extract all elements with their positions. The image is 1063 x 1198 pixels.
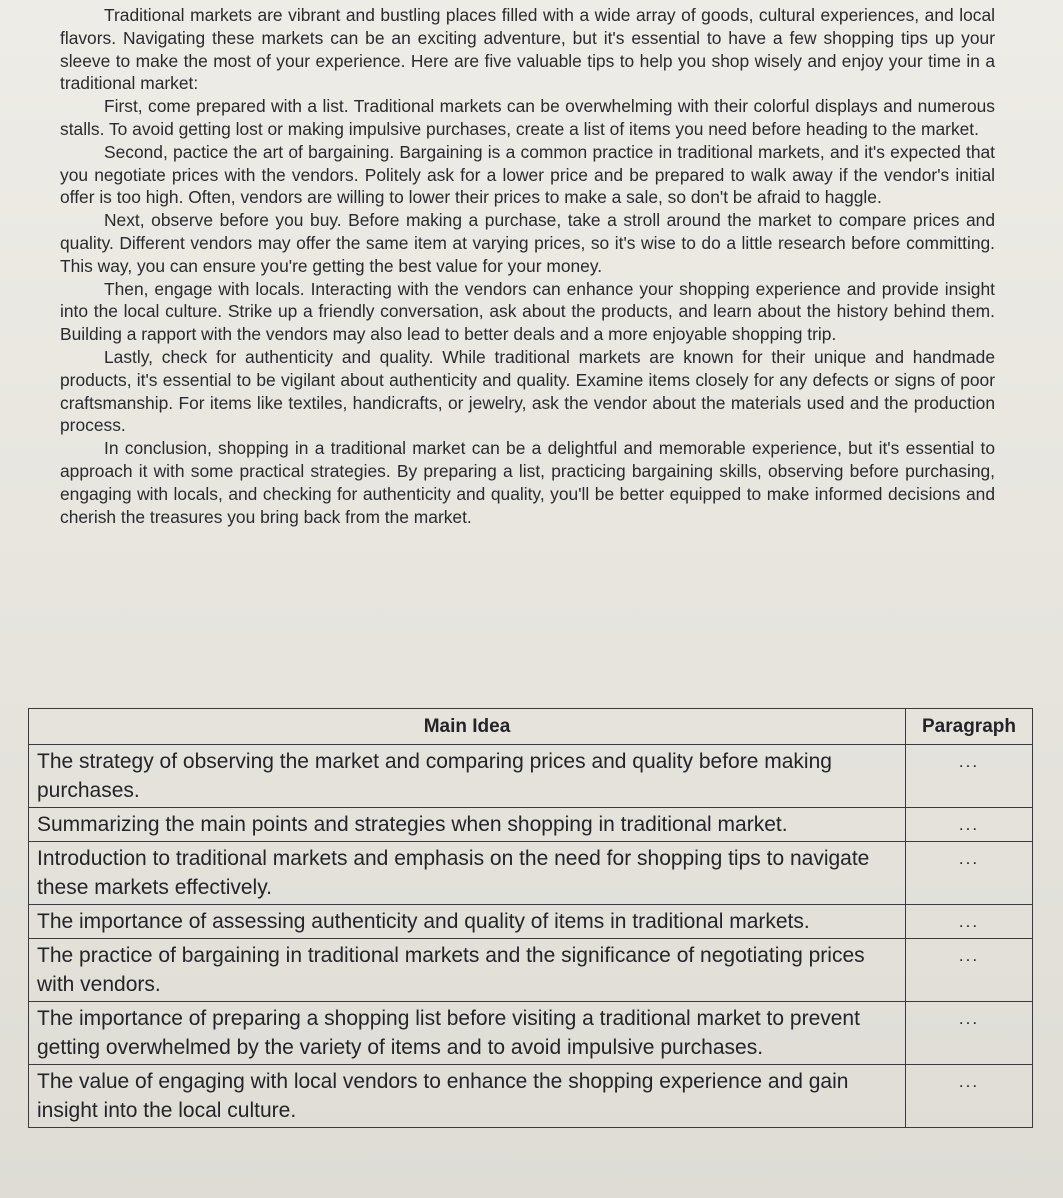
paragraph-list: First, come prepared with a list. Traditional markets can be overwhelming with their colorful displays and numerous stalls. To avoid getting lost or making impulsive purchases, create a list of items you need before heading to the market. — [60, 96, 995, 139]
paragraph-answer-blank[interactable]: ... — [906, 745, 1033, 808]
table-row — [29, 905, 1033, 939]
paragraph-answer-blank[interactable]: ... — [906, 842, 1033, 905]
table-row — [29, 745, 1033, 808]
main-idea-table — [28, 708, 1033, 1128]
main-idea-cell: The strategy of observing the market and comparing prices and quality before making purchases. — [29, 745, 906, 808]
header-paragraph: Paragraph — [906, 709, 1033, 745]
paragraph-answer-blank[interactable]: ... — [906, 905, 1033, 939]
paragraph-bargaining: Second, pactice the art of bargaining. Bargaining is a common practice in traditional markets, and it's expected that you negotiate prices with the vendors. Politely ask for a lower price and be prepared to walk away if the vendor's initial offer is too high. Often, vendors are willing to lower their prices to make a sale, so don't be afraid to haggle. — [60, 141, 995, 208]
table-row — [29, 808, 1033, 842]
main-idea-cell: Introduction to traditional markets and emphasis on the need for shopping tips to navigate these markets effectively. — [29, 842, 906, 905]
table-header-row — [29, 709, 1033, 745]
paragraph-answer-blank[interactable]: ... — [906, 1002, 1033, 1065]
main-idea-cell: The importance of preparing a shopping list before visiting a traditional market to prevent getting overwhelmed by the variety of items and to avoid impulsive purchases. — [29, 1002, 906, 1065]
table-row — [29, 939, 1033, 1002]
main-idea-cell: The practice of bargaining in traditional markets and the significance of negotiating prices with vendors. — [29, 939, 906, 1002]
header-main-idea: Main Idea — [29, 709, 906, 745]
paragraph-locals: Then, engage with locals. Interacting with the vendors can enhance your shopping experience and provide insight into the local culture. Strike up a friendly conversation, ask about the products, and learn about the history behind them. Building a rapport with the vendors may also lead to better deals and a more enjoyable shopping trip. — [60, 278, 995, 345]
paragraph-answer-blank[interactable]: ... — [906, 939, 1033, 1002]
table-row — [29, 1002, 1033, 1065]
article-text — [60, 4, 995, 528]
main-idea-cell: The importance of assessing authenticity and quality of items in traditional markets. — [29, 905, 906, 939]
table-row — [29, 842, 1033, 905]
paragraph-observe: Next, observe before you buy. Before making a purchase, take a stroll around the market to compare prices and quality. Different vendors may offer the same item at varying prices, so it's wise to do a little research before committing. This way, you can ensure you're getting the best value for your money. — [60, 210, 995, 276]
paragraph-conclusion: In conclusion, shopping in a traditional market can be a delightful and memorable experience, but it's essential to approach it with some practical strategies. By preparing a list, practicing bargaining skills, observing before purchasing, engaging with locals, and checking for authenticity and quality, you'll be better equipped to make informed decisions and cherish the treasures you bring back from the market. — [60, 438, 995, 527]
main-idea-cell: Summarizing the main points and strategies when shopping in traditional market. — [29, 808, 906, 842]
paragraph-authenticity: Lastly, check for authenticity and quality. While traditional markets are known for their unique and handmade products, it's essential to be vigilant about authenticity and quality. Examine items closely for any defects or signs of poor craftsmanship. For items like textiles, handicrafts, or jewelry, ask the vendor about the materials used and the production process. — [60, 346, 995, 436]
table-row — [29, 1065, 1033, 1128]
paragraph-answer-blank[interactable]: ... — [906, 1065, 1033, 1128]
main-idea-cell: The value of engaging with local vendors to enhance the shopping experience and gain insight into the local culture. — [29, 1065, 906, 1128]
paragraph-answer-blank[interactable]: ... — [906, 808, 1033, 842]
paragraph-intro: Traditional markets are vibrant and bustling places filled with a wide array of goods, cultural experiences, and local flavors. Navigating these markets can be an exciting adventure, but it's essential to have a few shopping tips up your sleeve to make the most of your experience. Here are five valuable tips to help you shop wisely and enjoy your time in a traditional market: — [60, 5, 995, 94]
